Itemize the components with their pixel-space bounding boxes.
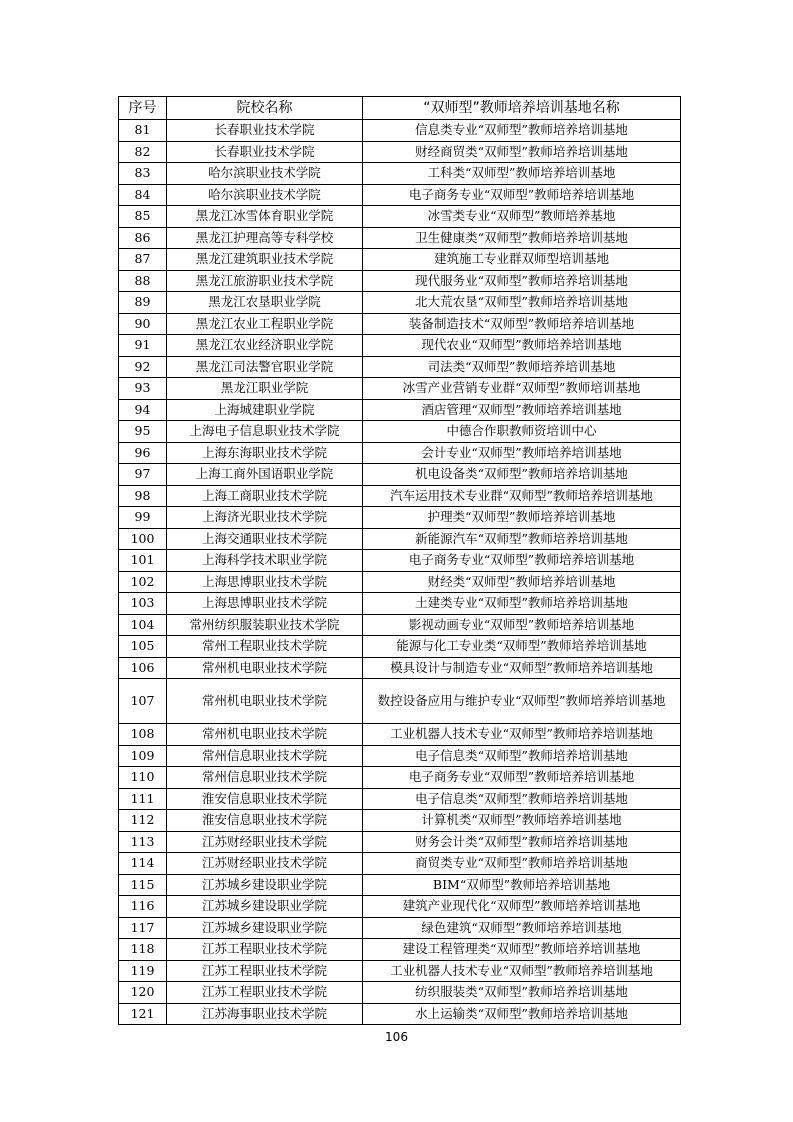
table-row — [119, 960, 681, 982]
table-row — [119, 657, 681, 679]
school-name-cell: 黑龙江旅游职业技术学院 — [167, 270, 363, 292]
school-name-cell: 江苏海事职业技术学院 — [167, 1003, 363, 1025]
serial-number-cell: 98 — [119, 485, 167, 507]
school-name-cell: 上海城建职业学院 — [167, 399, 363, 421]
table-row — [119, 1003, 681, 1025]
school-name-cell: 黑龙江农业经济职业学院 — [167, 335, 363, 357]
base-name-cell: 电子商务专业“双师型”教师培养培训基地 — [363, 550, 681, 572]
school-name-cell: 黑龙江职业学院 — [167, 378, 363, 400]
table-row — [119, 378, 681, 400]
table-row — [119, 163, 681, 185]
table-row — [119, 853, 681, 875]
table-row — [119, 184, 681, 206]
base-name-cell: 财务会计类“双师型”教师培养培训基地 — [363, 831, 681, 853]
school-name-cell: 上海电子信息职业技术学院 — [167, 421, 363, 443]
serial-number-cell: 100 — [119, 528, 167, 550]
base-name-cell: 数控设备应用与维护专业“双师型”教师培养培训基地 — [363, 679, 681, 724]
table-row — [119, 141, 681, 163]
serial-number-cell: 111 — [119, 788, 167, 810]
serial-number-cell: 105 — [119, 636, 167, 658]
table-row — [119, 831, 681, 853]
school-name-cell: 上海东海职业技术学院 — [167, 442, 363, 464]
base-name-cell: 能源与化工专业类“双师型”教师培养培训基地 — [363, 636, 681, 658]
table-row — [119, 767, 681, 789]
base-name-cell: 冰雪产业营销专业群“双师型”教师培训基地 — [363, 378, 681, 400]
school-name-cell: 黑龙江司法警官职业学院 — [167, 356, 363, 378]
base-name-cell: 电子信息类“双师型”教师培养培训基地 — [363, 745, 681, 767]
base-name-cell: 司法类“双师型”教师培养培训基地 — [363, 356, 681, 378]
table-row — [119, 788, 681, 810]
table-row — [119, 939, 681, 961]
base-name-cell: 酒店管理“双师型”教师培养培训基地 — [363, 399, 681, 421]
table-row — [119, 614, 681, 636]
school-name-cell: 长春职业技术学院 — [167, 120, 363, 142]
school-name-cell: 江苏城乡建设职业学院 — [167, 896, 363, 918]
serial-number-cell: 85 — [119, 206, 167, 228]
table-row — [119, 636, 681, 658]
serial-number-cell: 113 — [119, 831, 167, 853]
table-header-row — [119, 97, 681, 120]
training-base-table — [118, 96, 681, 1025]
school-name-cell: 黑龙江农业工程职业学院 — [167, 313, 363, 335]
table-row — [119, 896, 681, 918]
base-name-cell: 卫生健康类“双师型”教师培养培训基地 — [363, 227, 681, 249]
base-name-cell: 模具设计与制造专业“双师型”教师培养培训基地 — [363, 657, 681, 679]
serial-number-cell: 81 — [119, 120, 167, 142]
base-name-cell: 北大荒农垦“双师型”教师培养培训基地 — [363, 292, 681, 314]
base-name-cell: BIM“双师型”教师培养培训基地 — [363, 874, 681, 896]
school-name-cell: 常州机电职业技术学院 — [167, 724, 363, 746]
serial-number-cell: 112 — [119, 810, 167, 832]
table-row — [119, 593, 681, 615]
base-name-cell: 工业机器人技术专业“双师型”教师培养培训基地 — [363, 960, 681, 982]
serial-number-cell: 114 — [119, 853, 167, 875]
school-name-cell: 淮安信息职业技术学院 — [167, 788, 363, 810]
base-name-cell: 建筑产业现代化“双师型”教师培养培训基地 — [363, 896, 681, 918]
page-number: 106 — [385, 1030, 408, 1044]
serial-number-cell: 91 — [119, 335, 167, 357]
table-row — [119, 571, 681, 593]
serial-number-cell: 88 — [119, 270, 167, 292]
table-row — [119, 810, 681, 832]
header-serial-number: 序号 — [119, 97, 167, 120]
serial-number-cell: 103 — [119, 593, 167, 615]
table-row — [119, 313, 681, 335]
base-name-cell: 护理类“双师型”教师培养培训基地 — [363, 507, 681, 529]
serial-number-cell: 117 — [119, 917, 167, 939]
serial-number-cell: 102 — [119, 571, 167, 593]
school-name-cell: 长春职业技术学院 — [167, 141, 363, 163]
base-name-cell: 纺织服装类“双师型”教师培养培训基地 — [363, 982, 681, 1004]
school-name-cell: 常州信息职业技术学院 — [167, 767, 363, 789]
table-row — [119, 550, 681, 572]
base-name-cell: 汽车运用技术专业群“双师型”教师培养培训基地 — [363, 485, 681, 507]
table-row — [119, 227, 681, 249]
serial-number-cell: 95 — [119, 421, 167, 443]
base-name-cell: 建设工程管理类“双师型”教师培养培训基地 — [363, 939, 681, 961]
table-row — [119, 507, 681, 529]
table-row — [119, 442, 681, 464]
serial-number-cell: 119 — [119, 960, 167, 982]
school-name-cell: 常州纺织服装职业技术学院 — [167, 614, 363, 636]
serial-number-cell: 120 — [119, 982, 167, 1004]
school-name-cell: 常州工程职业技术学院 — [167, 636, 363, 658]
table-row — [119, 464, 681, 486]
base-name-cell: 电子商务专业“双师型”教师培养培训基地 — [363, 184, 681, 206]
base-name-cell: 土建类专业“双师型”教师培养培训基地 — [363, 593, 681, 615]
base-name-cell: 现代农业“双师型”教师培养培训基地 — [363, 335, 681, 357]
table-row — [119, 485, 681, 507]
serial-number-cell: 121 — [119, 1003, 167, 1025]
base-name-cell: 建筑施工专业群双师型培训基地 — [363, 249, 681, 271]
school-name-cell: 上海科学技术职业学院 — [167, 550, 363, 572]
serial-number-cell: 101 — [119, 550, 167, 572]
table-body — [119, 120, 681, 1025]
serial-number-cell: 115 — [119, 874, 167, 896]
table-row — [119, 982, 681, 1004]
base-name-cell: 水上运输类“双师型”教师培养培训基地 — [363, 1003, 681, 1025]
serial-number-cell: 109 — [119, 745, 167, 767]
school-name-cell: 江苏工程职业技术学院 — [167, 939, 363, 961]
table-row — [119, 270, 681, 292]
serial-number-cell: 86 — [119, 227, 167, 249]
serial-number-cell: 110 — [119, 767, 167, 789]
serial-number-cell: 118 — [119, 939, 167, 961]
serial-number-cell: 92 — [119, 356, 167, 378]
base-name-cell: 工科类“双师型”教师培养培训基地 — [363, 163, 681, 185]
school-name-cell: 上海济光职业技术学院 — [167, 507, 363, 529]
school-name-cell: 哈尔滨职业技术学院 — [167, 163, 363, 185]
serial-number-cell: 87 — [119, 249, 167, 271]
school-name-cell: 黑龙江农垦职业学院 — [167, 292, 363, 314]
serial-number-cell: 104 — [119, 614, 167, 636]
base-name-cell: 计算机类“双师型”教师培养培训基地 — [363, 810, 681, 832]
base-name-cell: 会计专业“双师型”教师培养培训基地 — [363, 442, 681, 464]
serial-number-cell: 93 — [119, 378, 167, 400]
base-name-cell: 中德合作职教师资培训中心 — [363, 421, 681, 443]
table-row — [119, 421, 681, 443]
table-row — [119, 249, 681, 271]
serial-number-cell: 108 — [119, 724, 167, 746]
base-name-cell: 电子信息类“双师型”教师培养培训基地 — [363, 788, 681, 810]
table-row — [119, 679, 681, 724]
school-name-cell: 黑龙江护理高等专科学校 — [167, 227, 363, 249]
table-row — [119, 745, 681, 767]
school-name-cell: 上海思博职业技术学院 — [167, 571, 363, 593]
school-name-cell: 江苏工程职业技术学院 — [167, 960, 363, 982]
base-name-cell: 影视动画专业“双师型”教师培养培训基地 — [363, 614, 681, 636]
school-name-cell: 上海思博职业技术学院 — [167, 593, 363, 615]
school-name-cell: 常州机电职业技术学院 — [167, 657, 363, 679]
table-row — [119, 120, 681, 142]
serial-number-cell: 96 — [119, 442, 167, 464]
school-name-cell: 哈尔滨职业技术学院 — [167, 184, 363, 206]
serial-number-cell: 116 — [119, 896, 167, 918]
base-name-cell: 绿色建筑“双师型”教师培养培训基地 — [363, 917, 681, 939]
school-name-cell: 江苏城乡建设职业学院 — [167, 917, 363, 939]
serial-number-cell: 84 — [119, 184, 167, 206]
base-name-cell: 机电设备类“双师型”教师培养培训基地 — [363, 464, 681, 486]
base-name-cell: 财经商贸类“双师型”教师培养培训基地 — [363, 141, 681, 163]
school-name-cell: 江苏工程职业技术学院 — [167, 982, 363, 1004]
school-name-cell: 常州机电职业技术学院 — [167, 679, 363, 724]
table-row — [119, 917, 681, 939]
base-name-cell: 冰雪类专业“双师型”教师培养基地 — [363, 206, 681, 228]
table-row — [119, 335, 681, 357]
school-name-cell: 黑龙江建筑职业技术学院 — [167, 249, 363, 271]
school-name-cell: 江苏城乡建设职业学院 — [167, 874, 363, 896]
base-name-cell: 商贸类专业“双师型”教师培养培训基地 — [363, 853, 681, 875]
serial-number-cell: 99 — [119, 507, 167, 529]
school-name-cell: 上海工商职业技术学院 — [167, 485, 363, 507]
base-name-cell: 现代服务业“双师型”教师培养培训基地 — [363, 270, 681, 292]
base-name-cell: 工业机器人技术专业“双师型”教师培养培训基地 — [363, 724, 681, 746]
table-row — [119, 356, 681, 378]
school-name-cell: 淮安信息职业技术学院 — [167, 810, 363, 832]
school-name-cell: 江苏财经职业技术学院 — [167, 853, 363, 875]
serial-number-cell: 89 — [119, 292, 167, 314]
base-name-cell: 装备制造技术“双师型”教师培养培训基地 — [363, 313, 681, 335]
serial-number-cell: 83 — [119, 163, 167, 185]
school-name-cell: 上海工商外国语职业学院 — [167, 464, 363, 486]
base-name-cell: 信息类专业“双师型”教师培养培训基地 — [363, 120, 681, 142]
table-row — [119, 528, 681, 550]
table-row — [119, 292, 681, 314]
header-school-name: 院校名称 — [167, 97, 363, 120]
serial-number-cell: 90 — [119, 313, 167, 335]
school-name-cell: 江苏财经职业技术学院 — [167, 831, 363, 853]
serial-number-cell: 94 — [119, 399, 167, 421]
serial-number-cell: 107 — [119, 679, 167, 724]
table-row — [119, 206, 681, 228]
school-name-cell: 黑龙江冰雪体育职业学院 — [167, 206, 363, 228]
serial-number-cell: 82 — [119, 141, 167, 163]
serial-number-cell: 97 — [119, 464, 167, 486]
school-name-cell: 常州信息职业技术学院 — [167, 745, 363, 767]
school-name-cell: 上海交通职业技术学院 — [167, 528, 363, 550]
base-name-cell: 财经类“双师型”教师培养培训基地 — [363, 571, 681, 593]
table-row — [119, 874, 681, 896]
header-base-name: “双师型”教师培养培训基地名称 — [363, 97, 681, 120]
table-row — [119, 724, 681, 746]
serial-number-cell: 106 — [119, 657, 167, 679]
table-row — [119, 399, 681, 421]
base-name-cell: 新能源汽车“双师型”教师培养培训基地 — [363, 528, 681, 550]
base-name-cell: 电子商务专业“双师型”教师培养培训基地 — [363, 767, 681, 789]
